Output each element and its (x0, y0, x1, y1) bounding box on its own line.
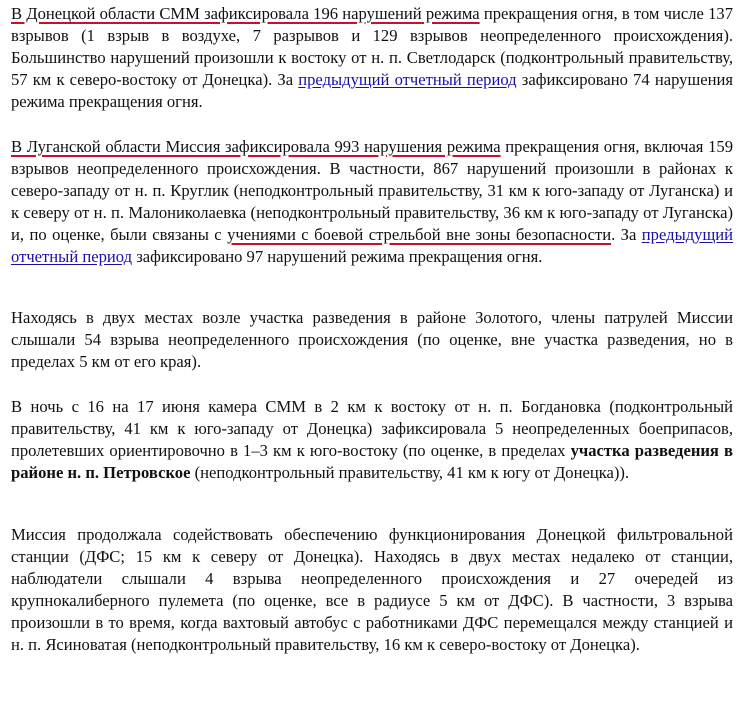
paragraph-bohdanivka-text-2: (неподконтрольный правительству, 41 км к югу от Донецка)). (190, 463, 630, 482)
paragraph-dfs: Миссия продолжала содействовать обеспечению функционирования Донецкой фильтровальной станции (ДФС; 15 км к северу от Донецка). Находясь в двух местах недалеко от станции, наблюдатели слышали 4 взрыва неопределенного происхождения и 27 очередей из крупнокалиберного пулемета (по оценке, все в радиусе 5 км от ДФС). В частности, 3 взрыва произошли в то время, когда вахтовый автобус с работниками ДФС перемещался между станцией и н. п. Ясиноватая (неподконтрольный правительству, 16 км к северо-востоку от Донецка). (11, 525, 733, 654)
paragraph-luhansk (11, 136, 733, 268)
previous-period-link-luhansk[interactable]: предыдущий отчетный период (11, 225, 733, 266)
paragraph-bohdanivka-text-1: В ночь с 16 на 17 июня камера СММ в 2 км к востоку от н. п. Богдановка (подконтрольный правительству, 41 км к юго-западу от Донецка) зафиксировала 5 неопределенных боеприпасов, пролетевших ориентировочно в 1–3 км к юго-востоку (по оценке, в пределах (11, 397, 733, 460)
paragraph-luhansk-text-2: . За (611, 225, 642, 244)
paragraph-luhansk-text-1: прекращения огня, включая 159 взрывов неопределенного происхождения. В частности, 867 нарушений произошли в районах к северо-западу от н. п. Круглик (неподконтрольный правительству, 31 км к юго-западу от Луганска) и к северу от н. п. Малониколаевка (неподконтрольный правительству, 36 км к юго-западу от Луганска) и, по оценке, были связаны с (11, 137, 733, 244)
paragraph-donetsk (11, 3, 733, 113)
highlight-donetsk-violations: В Донецкой области СММ зафиксировала 196 нарушений режима (11, 4, 480, 23)
paragraph-zolote: Находясь в двух местах возле участка разведения в районе Золотого, члены патрулей Миссии слышали 54 взрыва неопределенного происхождения (по оценке, вне участка разведения, но в пределах 5 км от его края). (11, 308, 733, 371)
previous-period-link-donetsk[interactable]: предыдущий отчетный период (298, 70, 517, 89)
paragraph-donetsk-text-2: зафиксировано 74 нарушения режима прекращения огня. (11, 70, 734, 111)
paragraph-luhansk-text-3: зафиксировано 97 нарушений режима прекращения огня. (132, 247, 543, 266)
paragraph-bohdanivka (11, 396, 733, 484)
highlight-live-fire-exercises: учениями с боевой стрельбой вне зоны безопасности (227, 225, 612, 244)
paragraph-donetsk-text-1: прекращения огня, в том числе 137 взрывов (1 взрыв в воздухе, 7 разрывов и 129 взрывов неопределенного происхождения). Большинство нарушений произошли к востоку от н. п. Светлодарск (подконтрольный правительству, 57 км к северо-востоку от Донецка). За (11, 4, 733, 89)
petrivske-disengagement-area: участка разведения в районе н. п. Петровское (11, 441, 733, 482)
highlight-luhansk-violations: В Луганской области Миссия зафиксировала 993 нарушения режима (11, 137, 501, 156)
